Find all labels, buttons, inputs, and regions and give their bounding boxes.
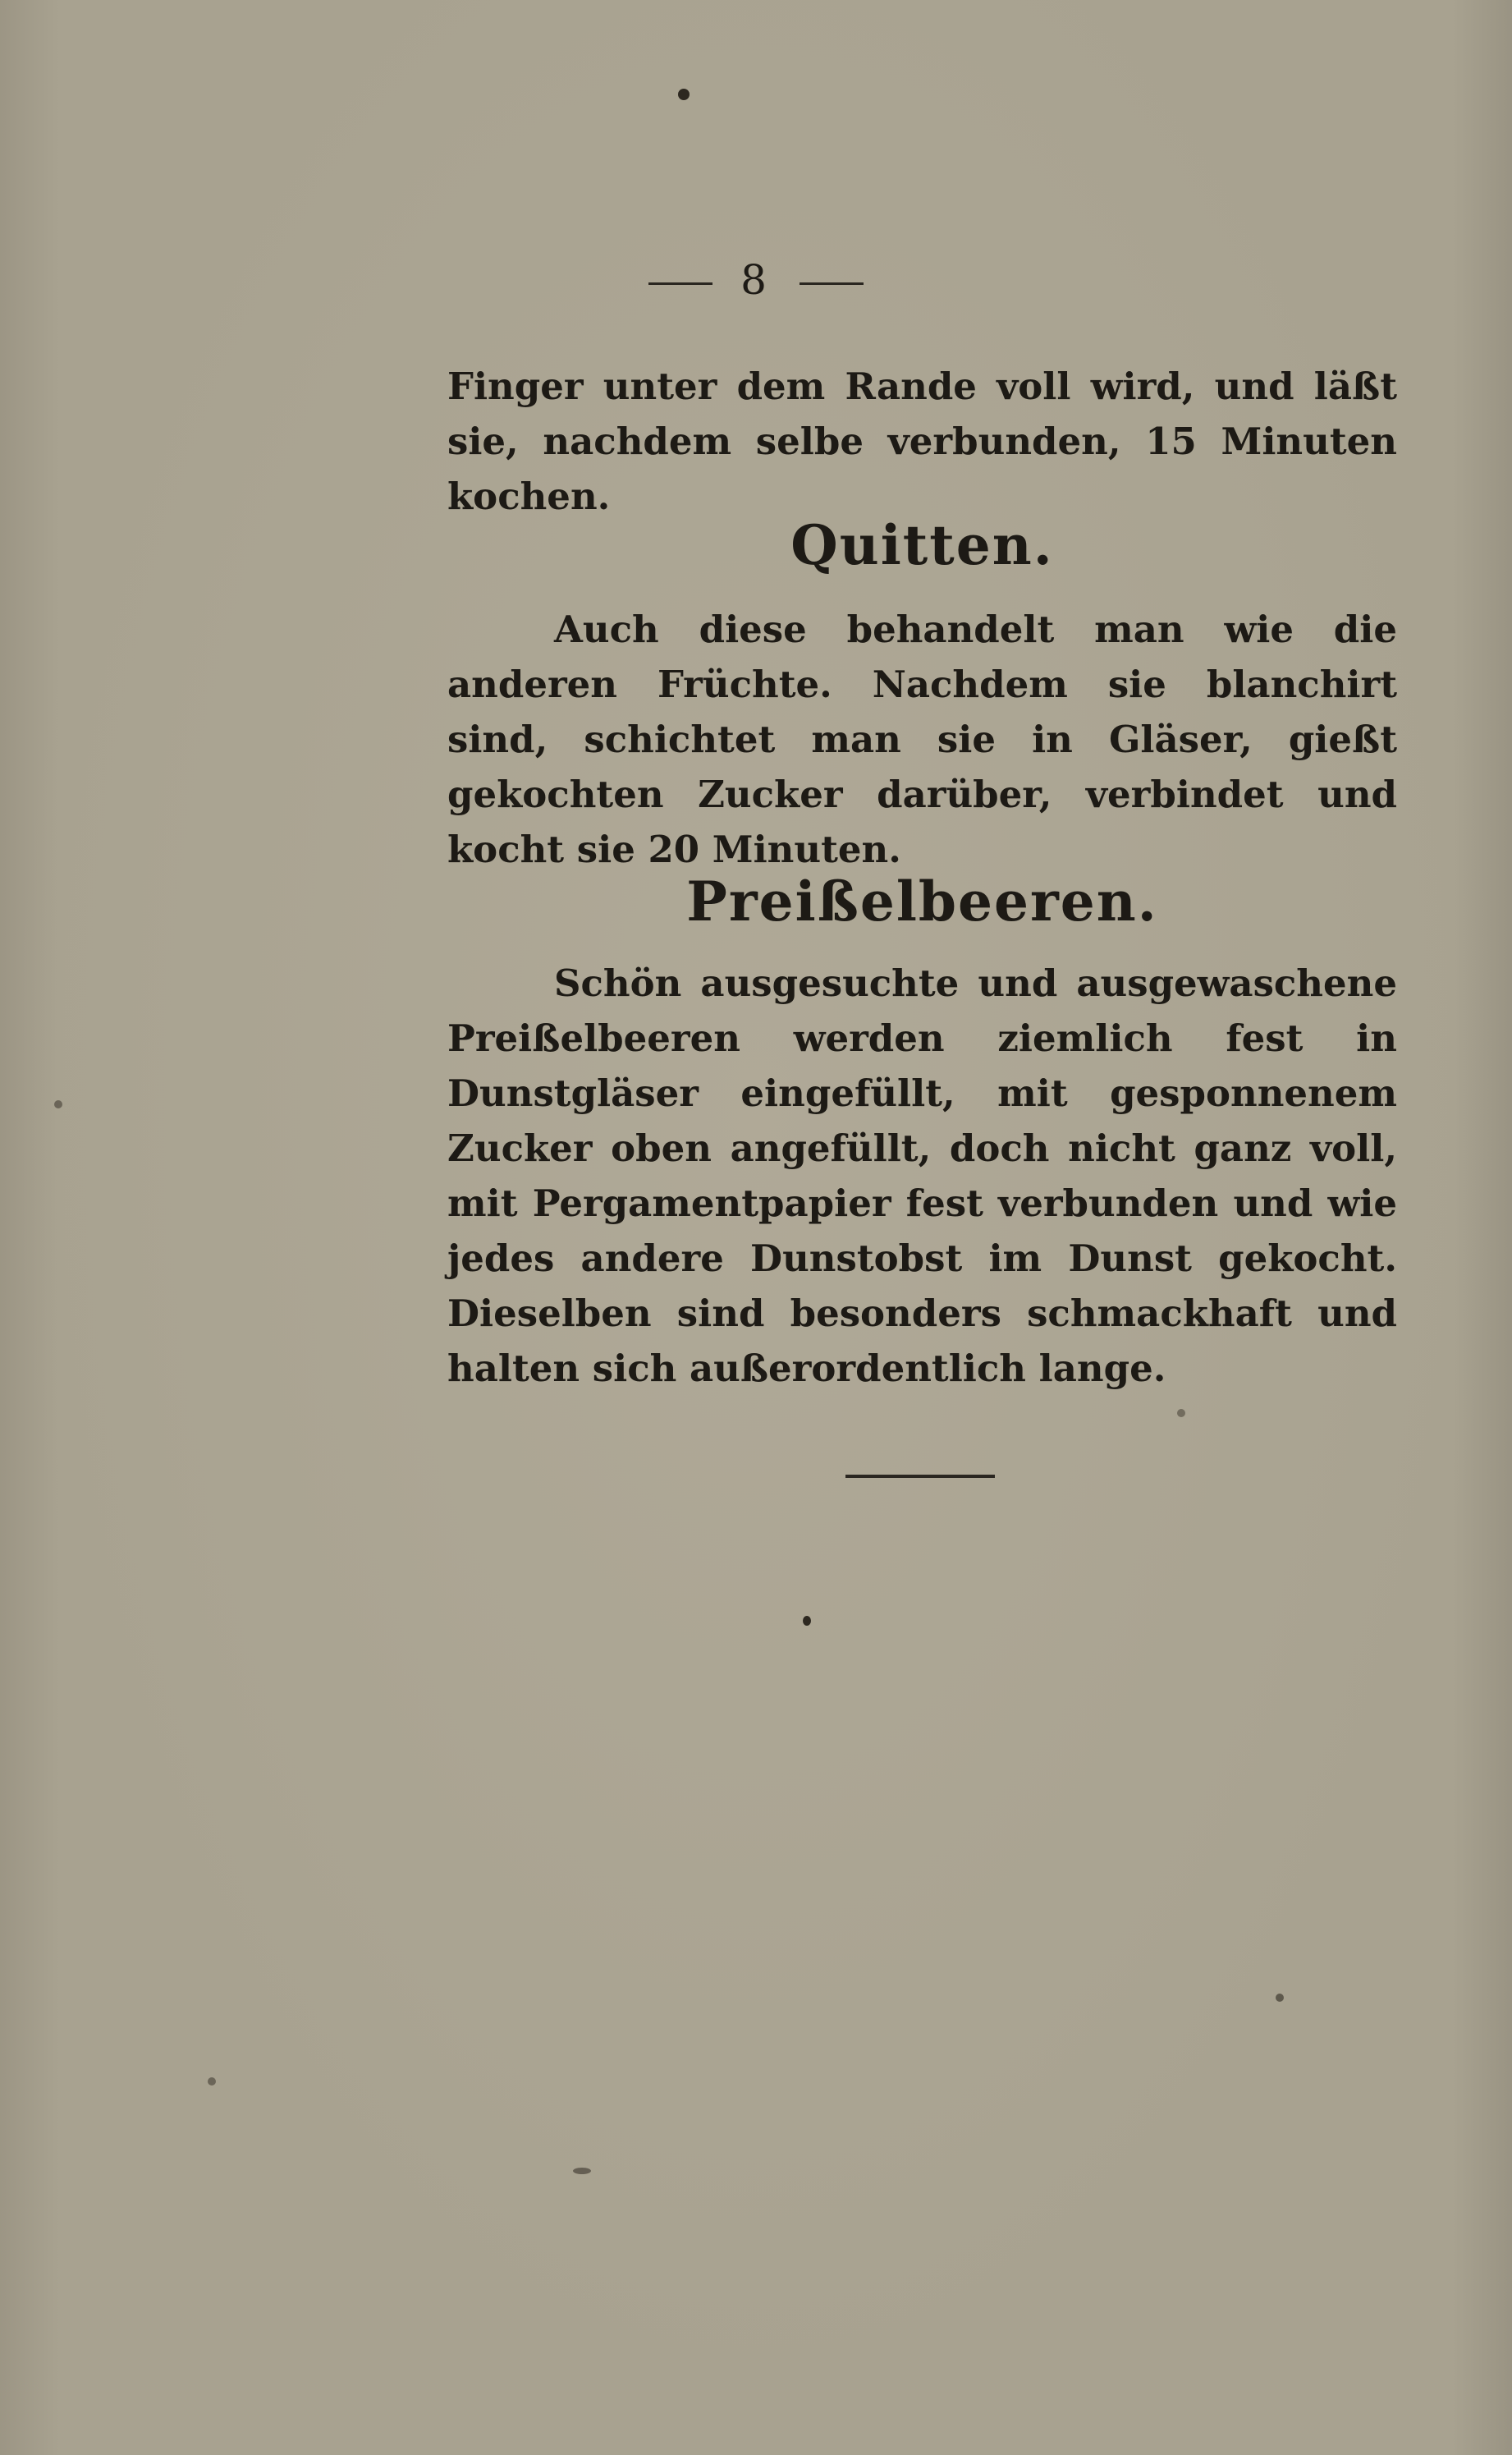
paper-speck [678,89,690,100]
paper-speck [1177,1409,1185,1417]
paper-speck [54,1100,62,1108]
continuation-paragraph [447,359,1397,524]
paper-speck [573,2168,591,2174]
section-heading-quitten: Quitten. [790,513,1054,577]
paper-speck [1276,1994,1284,2002]
dash-right [800,282,864,285]
page-number: 8 [740,256,772,304]
page-number-line [0,256,1512,304]
end-rule [845,1475,995,1478]
continuation-text: Finger unter dem Rande voll wird, und läßt sie, nachdem selbe verbunden, 15 Minuten kochen. [447,365,1397,518]
paragraph-preisselbeeren: Schön ausgesuchte und ausgewaschene Preißelbeeren werden ziemlich fest in Dunstgläser eingefüllt, mit gesponnenem Zucker oben angefüllt, doch nicht ganz voll, mit Pergamentpapier fest verbunden und wie jedes andere Dunstobst im Dunst gekocht. Dieselben sind besonders schmackhaft und halten sich außerordentlich lange. [447,961,1397,1390]
paragraph-quitten: Auch diese behandelt man wie die anderen Früchte. Nachdem sie blanchirt sind, schichtet man sie in Gläser, gießt gekochten Zucker darüber, verbindet und kocht sie 20 Minuten. [447,608,1397,871]
paper-speck [803,1616,811,1626]
paper-speck [208,2077,216,2086]
section-body-preisselbeeren [447,956,1397,1396]
dash-left [648,282,712,285]
section-body-quitten [447,602,1397,877]
section-heading-preisselbeeren: Preißelbeeren. [686,870,1158,934]
